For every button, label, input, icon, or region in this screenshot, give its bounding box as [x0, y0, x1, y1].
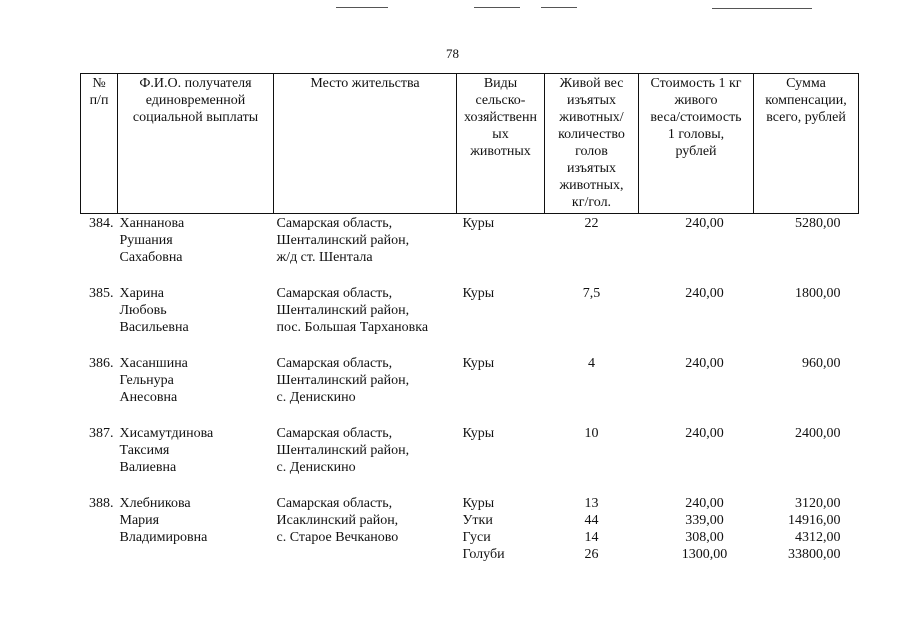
cell-recipient-name [118, 354, 274, 424]
header-line: ых [492, 127, 509, 142]
header-line: голов [575, 144, 608, 159]
cell-recipient-name-line: Гельнура [119, 373, 174, 388]
cell-compensation-sum-line: 14916,00 [788, 513, 841, 528]
header-line: Сумма [786, 76, 826, 91]
cell-compensation-sum [754, 494, 859, 563]
header-line: единовременной [145, 93, 246, 108]
scan-artifact-line [712, 8, 812, 9]
cell-number: 384. [89, 216, 114, 231]
cell-live-weight [545, 494, 639, 563]
header-text [84, 75, 114, 109]
cell-animal-type-line: Куры [462, 356, 495, 371]
page-number: 78 [446, 46, 459, 61]
header-line: животных/ [559, 110, 624, 125]
cell-residence-line: Шенталинский район, [276, 373, 410, 388]
cell-compensation-sum [754, 354, 859, 424]
header-line: хозяйственн [464, 110, 537, 125]
table-header-row [81, 74, 859, 214]
cell-recipient-name-line: Таксимя [119, 443, 170, 458]
header-line: живого [674, 93, 718, 108]
cell-compensation-sum-line: 3120,00 [795, 496, 841, 511]
cell-unit-cost [639, 494, 754, 563]
header-line: животных, [559, 178, 624, 193]
cell-residence-line: Самарская область, [276, 356, 393, 371]
cell-unit-cost-line: 339,00 [685, 513, 724, 528]
cell-recipient-name-line: Ханнанова [119, 216, 185, 231]
cell-compensation-sum [754, 424, 859, 494]
header-line: Стоимость 1 кг [650, 76, 742, 91]
scan-artifact-line [474, 7, 520, 8]
cell-residence-line: с. Старое Вечканово [276, 530, 399, 545]
cell-live-weight-line: 7,5 [582, 286, 601, 301]
cell-animal-type-line: Куры [462, 286, 495, 301]
cell-number: 387. [89, 426, 114, 441]
cell-unit-cost-line: 240,00 [685, 426, 724, 441]
compensation-table [80, 73, 859, 563]
cell-recipient-name [118, 424, 274, 494]
header-line: изъятых [567, 161, 616, 176]
cell-animal-type-line: Утки [462, 513, 493, 528]
header-line: кг/гол. [571, 195, 612, 210]
cell-residence [274, 284, 457, 354]
cell-residence [274, 494, 457, 563]
cell-residence-line: с. Денискино [276, 390, 356, 405]
header-line: всего, рублей [766, 110, 846, 125]
cell-animal-type [457, 424, 545, 494]
header-recipient-name [118, 74, 274, 214]
cell-live-weight-line: 10 [584, 426, 599, 441]
cell-unit-cost-line: 1300,00 [681, 547, 728, 562]
cell-recipient-name-line: Харина [119, 286, 165, 301]
cell-number: 386. [89, 356, 114, 371]
table-row [81, 354, 859, 424]
cell-compensation-sum-line: 960,00 [802, 356, 841, 371]
cell-unit-cost-line: 240,00 [685, 496, 724, 511]
cell-live-weight [545, 284, 639, 354]
cell-compensation-sum [754, 214, 859, 285]
cell-live-weight-line: 22 [584, 216, 599, 231]
header-animal-type [457, 74, 545, 214]
cell-residence-line: ж/д ст. Шентала [276, 250, 373, 265]
header-line: Ф.И.О. получателя [139, 76, 252, 91]
cell-recipient-name-line: Рушания [119, 233, 173, 248]
header-line: Виды [483, 76, 518, 91]
header-text [277, 75, 453, 92]
table-body [81, 214, 859, 564]
cell-animal-type [457, 494, 545, 563]
cell-recipient-name-line: Любовь [119, 303, 167, 318]
cell-residence-line: Шенталинский район, [276, 443, 410, 458]
cell-animal-type [457, 284, 545, 354]
cell-unit-cost [639, 354, 754, 424]
header-compensation-sum [754, 74, 859, 214]
header-text [757, 75, 855, 126]
cell-residence [274, 354, 457, 424]
header-number [81, 74, 118, 214]
cell-recipient-name [118, 284, 274, 354]
cell-residence [274, 214, 457, 285]
cell-unit-cost-line: 240,00 [685, 216, 724, 231]
cell-compensation-sum [754, 284, 859, 354]
cell-number: 385. [89, 286, 114, 301]
cell-compensation-sum-line: 4312,00 [795, 530, 841, 545]
cell-live-weight [545, 214, 639, 285]
cell-recipient-name-line: Мария [119, 513, 160, 528]
cell-residence-line: Шенталинский район, [276, 303, 410, 318]
cell-unit-cost [639, 214, 754, 285]
cell-compensation-sum-line: 33800,00 [788, 547, 841, 562]
header-line: животных [470, 144, 531, 159]
cell-residence-line: Шенталинский район, [276, 233, 410, 248]
header-text [121, 75, 270, 126]
table-row [81, 214, 859, 285]
cell-animal-type [457, 214, 545, 285]
scan-artifact-line [336, 7, 388, 8]
cell-recipient-name-line: Хлебникова [119, 496, 191, 511]
header-text [642, 75, 750, 160]
scan-artifact-line [541, 7, 577, 8]
cell-recipient-name [118, 214, 274, 285]
cell-compensation-sum-line: 1800,00 [795, 286, 841, 301]
cell-residence-line: Самарская область, [276, 496, 393, 511]
header-line: количество [558, 127, 625, 142]
header-line: веса/стоимость [650, 110, 742, 125]
header-line: рублей [675, 144, 717, 159]
cell-residence-line: Исаклинский район, [276, 513, 399, 528]
cell-unit-cost [639, 424, 754, 494]
header-line: Живой вес [559, 76, 624, 91]
cell-compensation-sum-line: 5280,00 [795, 216, 841, 231]
cell-live-weight [545, 424, 639, 494]
header-unit-cost [639, 74, 754, 214]
cell-animal-type [457, 354, 545, 424]
cell-residence-line: Самарская область, [276, 216, 393, 231]
cell-recipient-name-line: Сахабовна [119, 250, 183, 265]
cell-live-weight-line: 44 [584, 513, 599, 528]
cell-residence-line: Самарская область, [276, 426, 393, 441]
cell-animal-type-line: Куры [462, 216, 495, 231]
header-text [460, 75, 541, 160]
cell-residence-line: пос. Большая Тархановка [276, 320, 429, 335]
cell-animal-type-line: Куры [462, 496, 495, 511]
cell-recipient-name-line: Хасаншина [119, 356, 188, 371]
cell-live-weight-line: 4 [588, 356, 595, 371]
cell-unit-cost-line: 240,00 [685, 356, 724, 371]
cell-live-weight [545, 354, 639, 424]
cell-recipient-name-line: Васильевна [119, 320, 189, 335]
cell-residence [274, 424, 457, 494]
cell-residence-line: Самарская область, [276, 286, 393, 301]
cell-live-weight-line: 14 [584, 530, 599, 545]
header-residence [274, 74, 457, 214]
cell-residence-line: с. Денискино [276, 460, 356, 475]
cell-number: 388. [89, 496, 114, 511]
header-line: Место жительства [310, 76, 420, 91]
cell-recipient-name [118, 494, 274, 563]
cell-unit-cost-line: 240,00 [685, 286, 724, 301]
cell-compensation-sum-line: 2400,00 [795, 426, 841, 441]
cell-unit-cost-line: 308,00 [685, 530, 724, 545]
cell-live-weight-line: 13 [584, 496, 599, 511]
table-row [81, 284, 859, 354]
header-line: 1 головы, [667, 127, 725, 142]
header-line: изъятых [567, 93, 616, 108]
cell-recipient-name-line: Владимировна [119, 530, 208, 545]
cell-recipient-name-line: Хисамутдинова [119, 426, 214, 441]
header-line: социальной выплаты [132, 110, 259, 125]
header-line: № [92, 76, 106, 91]
cell-unit-cost [639, 284, 754, 354]
cell-animal-type-line: Голуби [462, 547, 505, 562]
header-line: сельско- [475, 93, 526, 108]
cell-animal-type-line: Гуси [462, 530, 491, 545]
header-live-weight [545, 74, 639, 214]
header-line: п/п [89, 93, 109, 108]
table-row [81, 424, 859, 494]
table-row [81, 494, 859, 563]
cell-animal-type-line: Куры [462, 426, 495, 441]
cell-recipient-name-line: Валиевна [119, 460, 177, 475]
header-text [548, 75, 635, 211]
cell-live-weight-line: 26 [584, 547, 599, 562]
header-line: компенсации, [765, 93, 847, 108]
cell-recipient-name-line: Анесовна [119, 390, 178, 405]
